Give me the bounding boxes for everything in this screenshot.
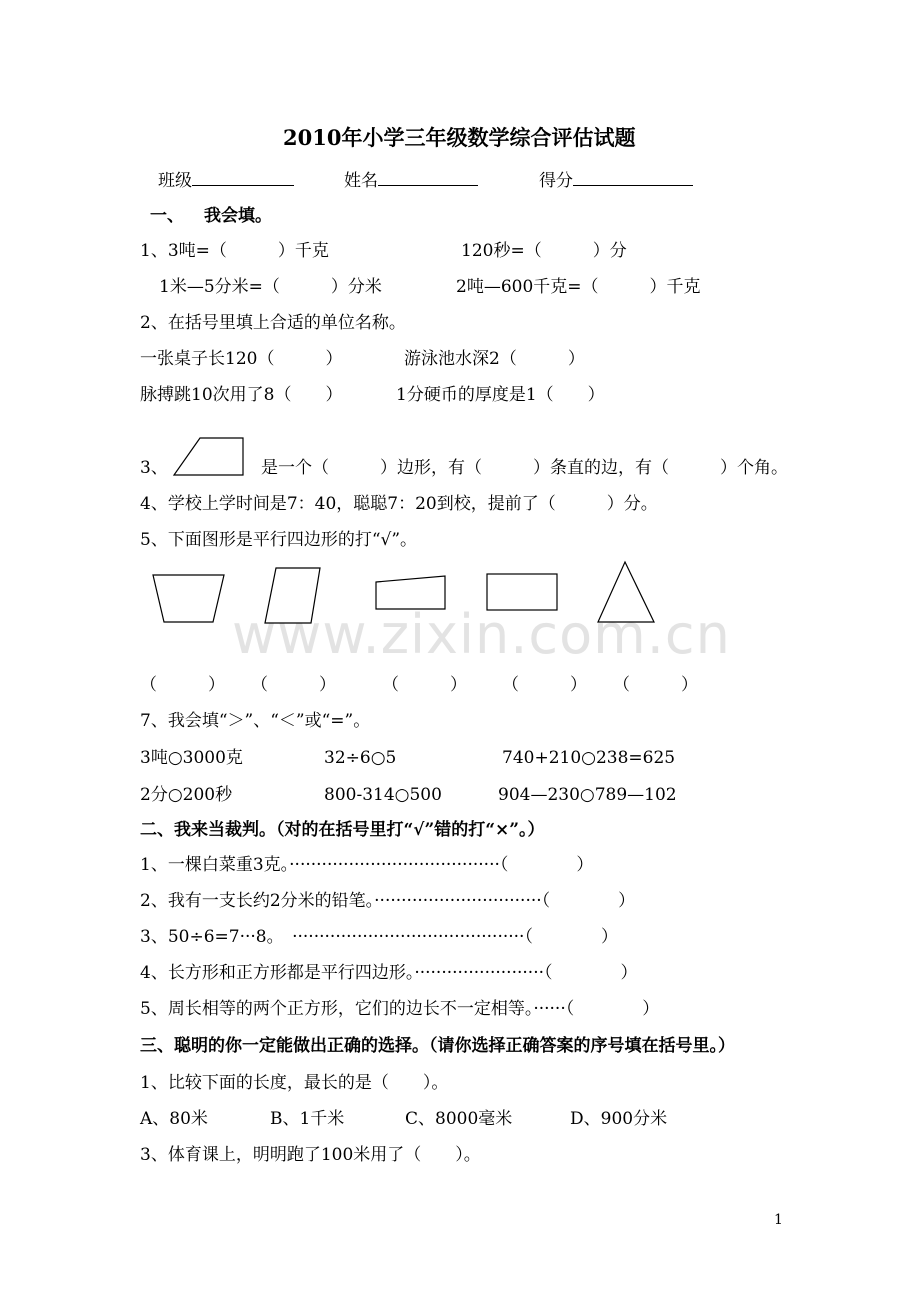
part2-heading: 二、我来当裁判。（对的在括号里打“√”错的打“×”。） [140,820,545,840]
name-label: 姓名 [344,171,378,191]
page-number: 1 [774,1212,783,1228]
q5-answer-1[interactable]: （ ） [140,675,225,695]
q2-b: 游泳池水深2（ ） [404,349,585,369]
shape-rectangle [484,572,564,617]
watermark: www.zixin.com.cn [232,603,731,666]
q5: 5、下面图形是平行四边形的打“√”。 [140,530,418,550]
q2-a: 一张桌子长120（ ） [140,349,343,369]
shape-trapezoid [150,570,230,630]
shape-triangle [594,557,664,627]
q2-c: 脉搏跳10次用了8（ ） [140,385,343,405]
part2-item-4: 4、长方形和正方形都是平行四边形。························（ ） [140,963,638,983]
part1-heading-num: 一、 [150,206,184,226]
q5-answer-2[interactable]: （ ） [251,675,336,695]
class-label: 班级 [158,171,192,191]
q5-answer-3[interactable]: （ ） [382,675,467,695]
score-blank[interactable] [573,168,693,186]
part2-item-2: 2、我有一支长约2分米的铅笔。·······························（ ） [140,891,636,911]
class-blank[interactable] [192,168,294,186]
part3-heading: 三、聪明的你一定能做出正确的选择。（请你选择正确答案的序号填在括号里。） [140,1036,735,1056]
part3-q1-option-d: D、900分米 [570,1109,668,1129]
part2-item-5: 5、周长相等的两个正方形，它们的边长不一定相等。······（ ） [140,999,660,1019]
part2-item-3: 3、50÷6=7···8。 ···········································（ ） [140,927,618,947]
q5-answer-4[interactable]: （ ） [502,675,587,695]
name-field [344,168,478,191]
part3-q3: 3、体育课上，明明跑了100米用了（ ）。 [140,1145,481,1165]
q7-d: 2分○200秒 [140,785,233,805]
q7-b: 32÷6○5 [324,748,397,768]
q1-d: 2吨—600千克=（ ）千克 [456,277,701,297]
q2-intro: 2、在括号里填上合适的单位名称。 [140,313,406,333]
q2-d: 1分硬币的厚度是1（ ） [396,385,605,405]
shape-parallelogram [260,565,330,630]
q4: 4、学校上学时间是7：40，聪聪7：20到校，提前了（ ）分。 [140,494,658,514]
part3-q1: 1、比较下面的长度，最长的是（ ）。 [140,1073,449,1093]
q7-e: 800-314○500 [324,785,442,805]
page-title: 2010年小学三年级数学综合评估试题 [283,125,636,150]
q7-intro: 7、我会填“＞”、“＜”或“=”。 [140,711,371,731]
q7-f: 904—230○789—102 [498,785,677,805]
q3-num: 3、 [140,458,168,478]
q5-answer-5[interactable]: （ ） [613,675,698,695]
class-field [158,168,294,191]
q1-b: 120秒=（ ）分 [461,241,627,261]
shape-quadrilateral [372,572,457,617]
part3-q1-option-c: C、8000毫米 [405,1109,513,1129]
part2-item-1: 1、一棵白菜重3克。·······································（ ） [140,855,594,875]
part3-q1-option-b: B、1千米 [270,1109,345,1129]
q3-quadrilateral [170,437,250,477]
score-field [539,168,693,191]
q1-c: 1米—5分米=（ ）分米 [159,277,382,297]
q7-c: 740+210○238=625 [502,748,676,768]
score-label: 得分 [539,171,573,191]
part1-heading-text: 我会填。 [204,206,272,226]
q3-text: 是一个（ ）边形，有（ ）条直的边，有（ ）个角。 [261,458,788,478]
name-blank[interactable] [378,168,478,186]
q7-a: 3吨○3000克 [140,748,243,768]
q1-a: 1、3吨=（ ）千克 [140,241,329,261]
part3-q1-option-a: A、80米 [140,1109,208,1129]
